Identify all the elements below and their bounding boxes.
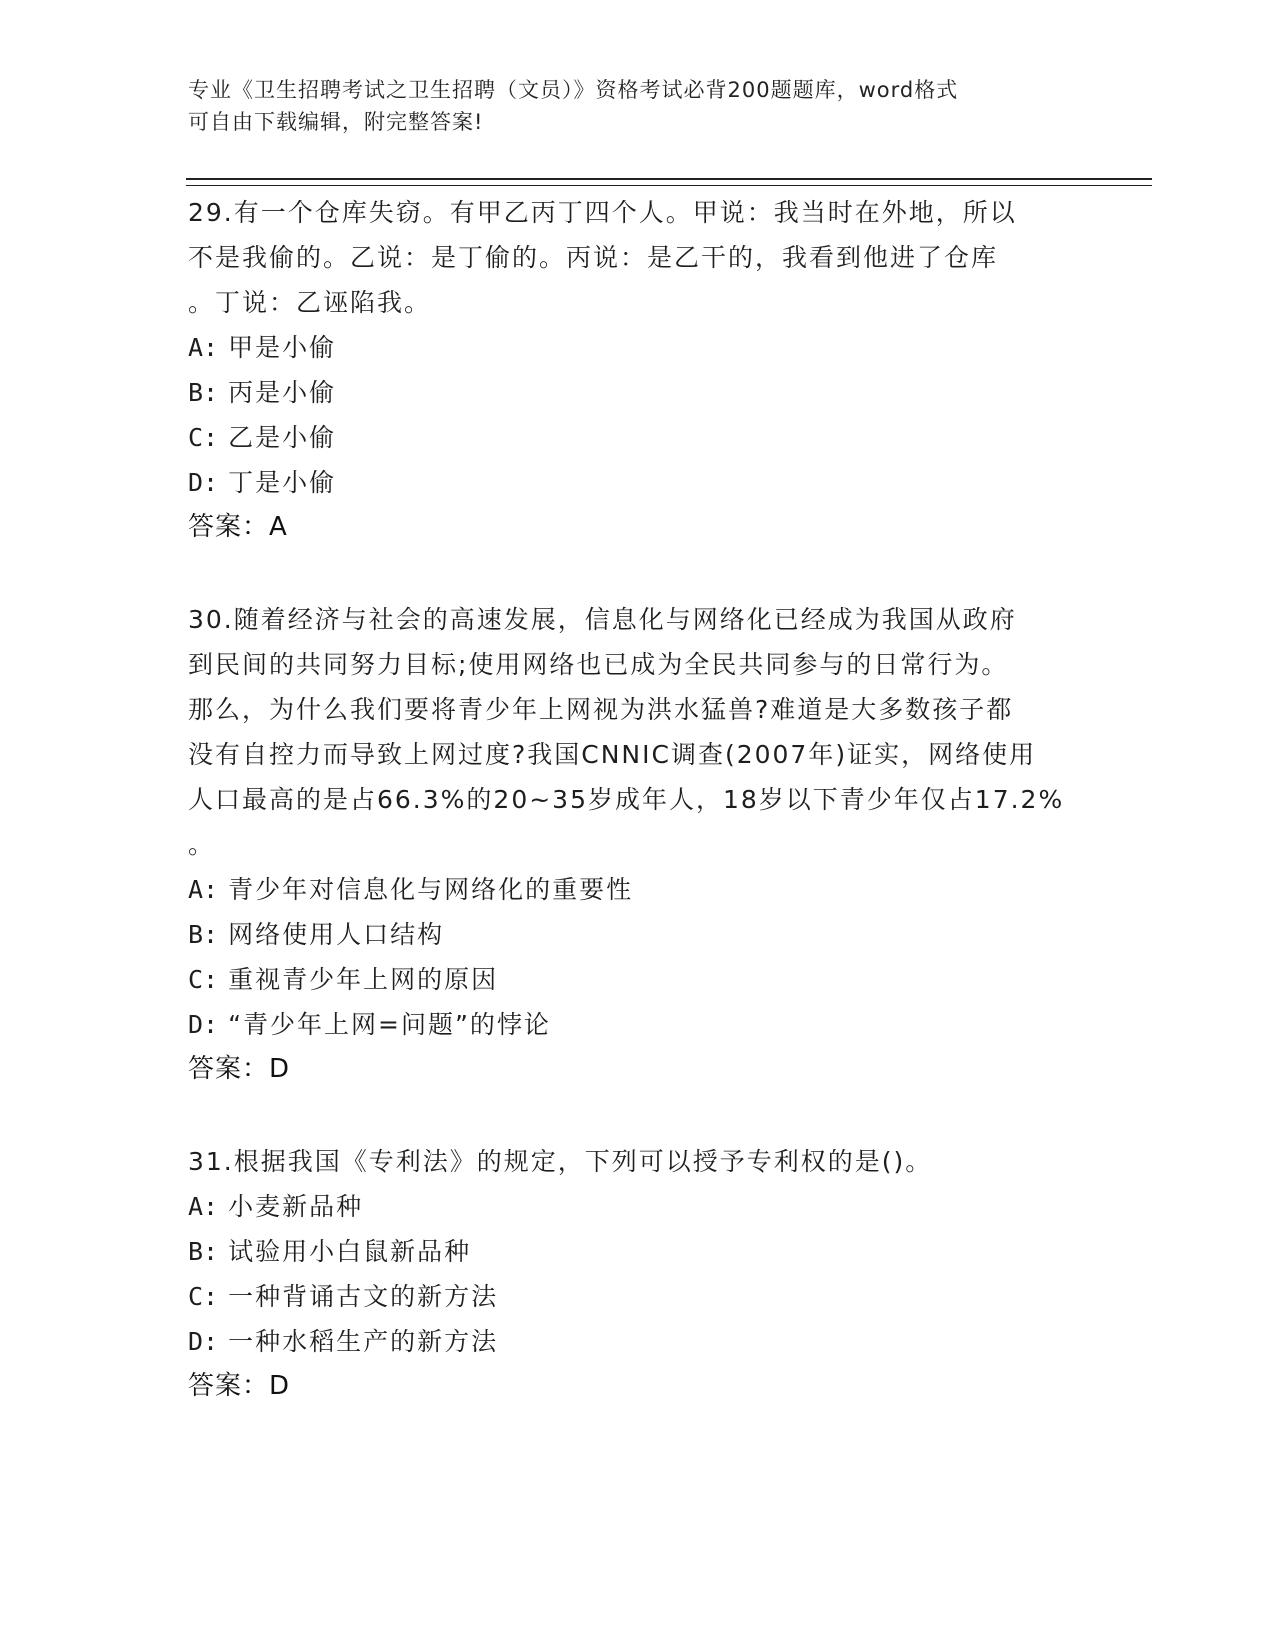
option-b [188, 912, 1088, 957]
option-d [188, 1319, 1088, 1364]
option-text: 丁是小偷 [228, 468, 337, 497]
option-a [188, 325, 1088, 370]
option-text: 青少年对信息化与网络化的重要性 [228, 875, 634, 904]
question-30 [188, 597, 1088, 1092]
document-header [188, 74, 1088, 138]
option-text: 小麦新品种 [228, 1192, 364, 1221]
option-text: 一种水稻生产的新方法 [228, 1327, 499, 1356]
option-letter: B: [188, 378, 219, 407]
option-letter: A: [188, 333, 219, 362]
option-letter: C: [188, 965, 219, 994]
header-line: 专业《卫生招聘考试之卫生招聘（文员）》资格考试必背200题题库，word格式 [188, 78, 959, 102]
option-c [188, 957, 1088, 1002]
option-c [188, 1274, 1088, 1319]
option-a [188, 1184, 1088, 1229]
option-letter: D: [188, 1010, 219, 1039]
option-a [188, 867, 1088, 912]
option-letter: C: [188, 423, 219, 452]
option-d [188, 1002, 1088, 1047]
answer-line: 答案：D [188, 1054, 291, 1084]
option-text: 乙是小偷 [228, 423, 337, 452]
option-c [188, 415, 1088, 460]
option-text: “青少年上网=问题”的悖论 [228, 1010, 551, 1039]
option-letter: C: [188, 1282, 219, 1311]
header-divider [186, 178, 1152, 186]
question-text-line: 31.根据我国《专利法》的规定，下列可以授予专利权的是()。 [188, 1147, 933, 1176]
question-text-line: 人口最高的是占66.3%的20~35岁成年人，18岁以下青少年仅占17.2% [188, 785, 1065, 814]
option-letter: A: [188, 875, 219, 904]
option-letter: D: [188, 1327, 219, 1356]
question-text-line: 30.随着经济与社会的高速发展，信息化与网络化已经成为我国从政府 [188, 605, 1017, 634]
option-letter: B: [188, 1237, 219, 1266]
option-text: 网络使用人口结构 [228, 920, 445, 949]
option-text: 甲是小偷 [228, 333, 337, 362]
question-text-line: 到民间的共同努力目标;使用网络也已成为全民共同参与的日常行为。 [188, 650, 1009, 679]
question-29 [188, 190, 1088, 550]
option-text: 试验用小白鼠新品种 [228, 1237, 472, 1266]
header-line: 可自由下载编辑，附完整答案! [188, 110, 484, 134]
option-d [188, 460, 1088, 505]
option-letter: A: [188, 1192, 219, 1221]
option-text: 重视青少年上网的原因 [228, 965, 499, 994]
option-text: 丙是小偷 [228, 378, 337, 407]
question-text-line: 。丁说：乙诬陷我。 [188, 288, 432, 317]
question-text-line: 不是我偷的。乙说：是丁偷的。丙说：是乙干的，我看到他进了仓库 [188, 243, 999, 272]
question-text-line: 没有自控力而导致上网过度?我国CNNIC调查(2007年)证实，网络使用 [188, 740, 1037, 769]
option-letter: B: [188, 920, 219, 949]
question-text-line: 。 [188, 830, 216, 859]
option-letter: D: [188, 468, 219, 497]
option-text: 一种背诵古文的新方法 [228, 1282, 499, 1311]
question-text-line: 那么，为什么我们要将青少年上网视为洪水猛兽?难道是大多数孩子都 [188, 695, 1014, 724]
answer-line: 答案：A [188, 512, 288, 542]
question-list [188, 190, 1088, 1409]
question-text-line: 29.有一个仓库失窃。有甲乙丙丁四个人。甲说：我当时在外地，所以 [188, 198, 1017, 227]
question-31 [188, 1139, 1088, 1409]
answer-line: 答案：D [188, 1371, 291, 1401]
option-b [188, 370, 1088, 415]
option-b [188, 1229, 1088, 1274]
